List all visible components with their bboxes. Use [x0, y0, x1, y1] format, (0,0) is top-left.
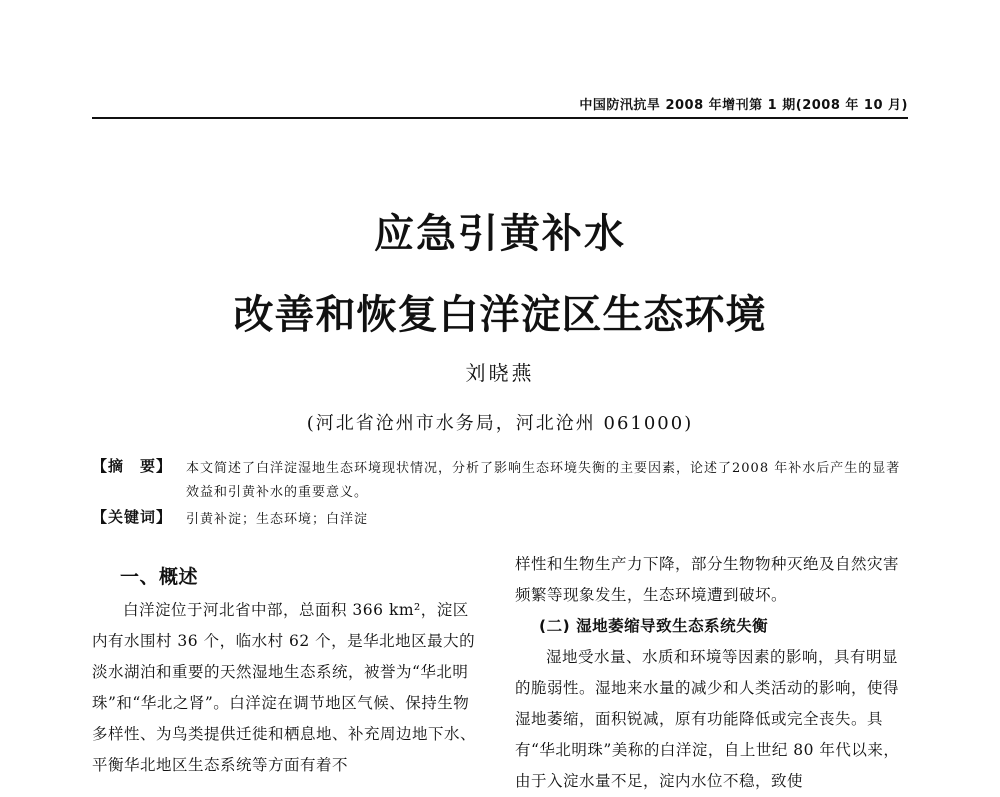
article-title-line-1: 应急引黄补水 [374, 210, 626, 257]
keywords-label: 【关键词】 [92, 508, 173, 526]
abstract-text: 本文简述了白洋淀湿地生态环境现状情况，分析了影响生态环境失衡的主要因素，论述了2008 年补水后产生的显著效益和引黄补水的重要意义。 [186, 461, 901, 500]
keywords-text: 引黄补淀；生态环境；白洋淀 [186, 512, 369, 527]
subsection-heading: (二) 湿地萎缩导致生态系统失衡 [539, 617, 769, 635]
section-heading: 一、概述 [120, 566, 199, 588]
left-column [92, 562, 477, 781]
right-column [515, 549, 909, 797]
author-affiliation: (河北省沧州市水务局，河北沧州 061000) [306, 413, 694, 434]
body-paragraph: 湿地受水量、水质和环境等因素的影响，具有明显的脆弱性。湿地来水量的减少和人类活动的影响，使得湿地萎缩，面积锐减，原有功能降低或完全丧失。具有“华北明珠”美称的白洋淀，自上世纪 80 年代以来，由于入淀水量不足，淀内水位不稳，致使 [515, 648, 900, 790]
article-title-line-2: 改善和恢复白洋淀区生态环境 [233, 291, 767, 338]
abstract-label: 【摘 要】 [92, 457, 173, 475]
header-rule [92, 117, 908, 119]
body-paragraph: 白洋淀位于河北省中部，总面积 366 km²，淀区内有水围村 36 个，临水村 62 个，是华北地区最大的淡水湖泊和重要的天然湿地生态系统，被誉为“华北明珠”和“华北之肾”。白洋淀在调节地区气候、保持生物多样性、为鸟类提供迁徙和栖息地、补充周边地下水、平衡华北地区生态系统等方面有着不 [92, 601, 477, 774]
running-head: 中国防汛抗旱 2008 年增刊第 1 期(2008 年 10 月) [579, 98, 908, 113]
author-name: 刘晓燕 [465, 361, 535, 385]
continued-paragraph: 样性和生物生产力下降，部分生物物种灭绝及自然灾害频繁等现象发生，生态环境遭到破坏。 [515, 555, 900, 604]
